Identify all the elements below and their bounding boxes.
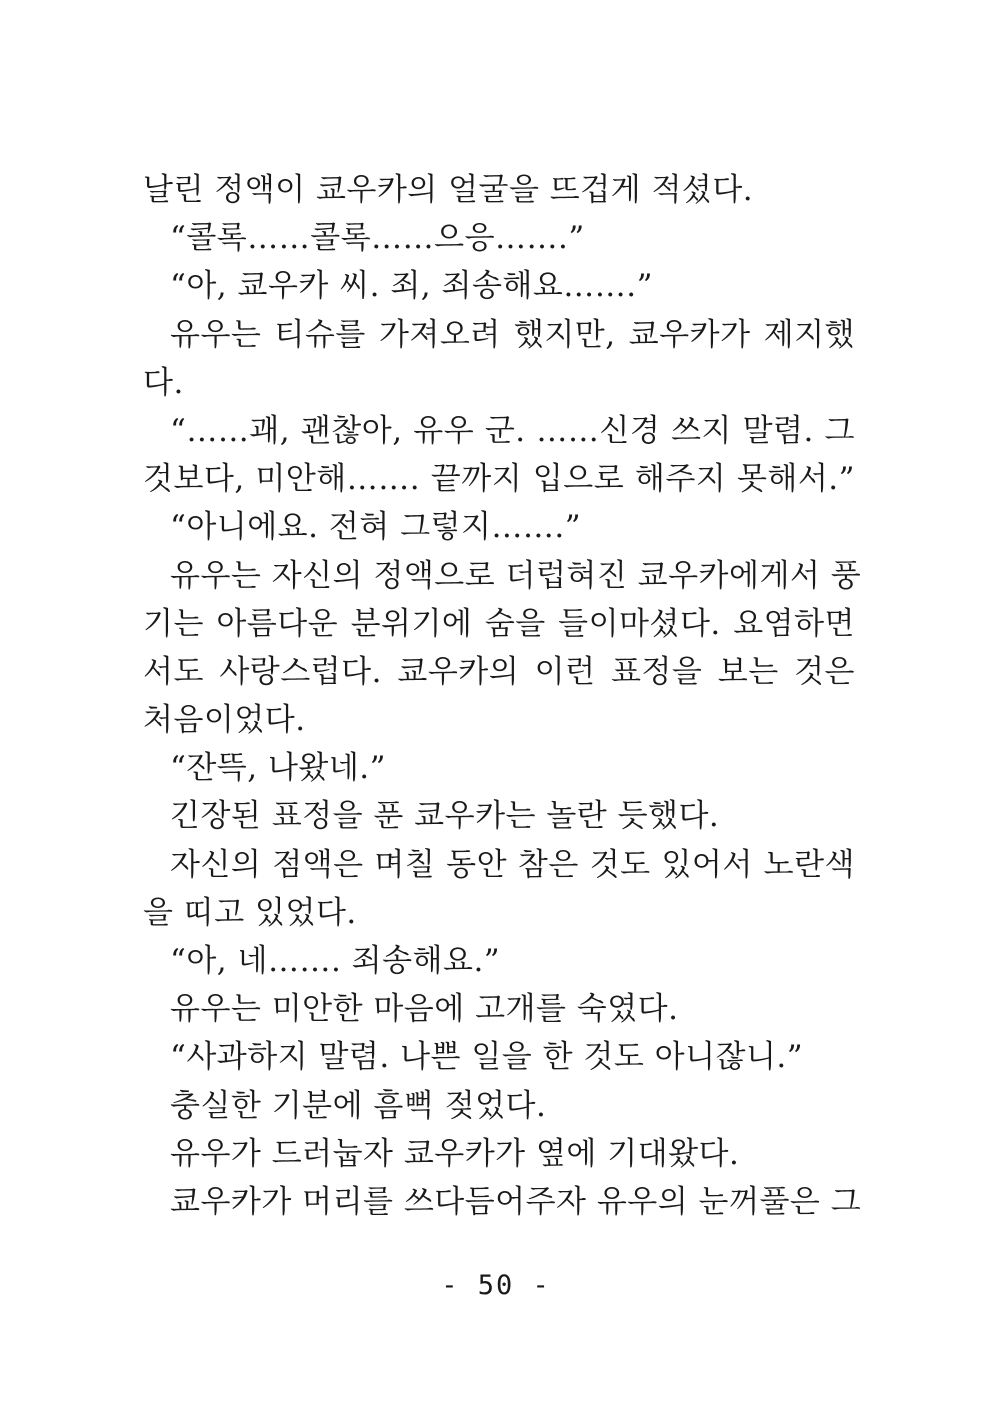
text-line: 유우는 티슈를 가져오려 했지만, 쿄우카가 제지했 — [170, 316, 855, 353]
text-line: “콜록……콜록……으응…….” — [170, 220, 585, 257]
text-line: 날린 정액이 쿄우카의 얼굴을 뜨겁게 적셨다. — [143, 172, 754, 208]
text-line: 자신의 점액은 며칠 동안 참은 것도 있어서 노란색 — [170, 846, 855, 883]
text-line: 유우는 미안한 마음에 고개를 숙였다. — [170, 991, 679, 1028]
text-line: “사과하지 말렴. 나쁜 일을 한 것도 아니잖니.” — [170, 1039, 804, 1076]
text-line: 유우가 드러눕자 쿄우카가 옆에 기대왔다. — [170, 1135, 740, 1172]
text-line: 긴장된 표정을 푼 쿄우카는 놀란 듯했다. — [170, 798, 720, 835]
text-line: “잔뜩, 나왔네.” — [170, 750, 386, 787]
text-line: “아, 쿄우카 씨. 죄, 죄송해요…….” — [170, 268, 653, 305]
text-line: “아니에요. 전혀 그렇지…….” — [170, 509, 582, 546]
text-line: 처음이었다. — [143, 702, 306, 739]
body-text — [143, 166, 862, 1226]
page-number: - 50 - — [441, 1270, 551, 1301]
text-line: 서도 사랑스럽다. 쿄우카의 이런 표정을 보는 것은 — [143, 653, 855, 690]
text-line: 충실한 기분에 흠뻑 젖었다. — [170, 1087, 547, 1124]
text-line: 것보다, 미안해……. 끝까지 입으로 해주지 못해서.” — [143, 461, 855, 498]
text-line: 기는 아름다운 분위기에 숨을 들이마셨다. 요염하면 — [143, 605, 855, 642]
text-line: “……괘, 괜찮아, 유우 군. ……신경 쓰지 말렴. 그 — [170, 412, 855, 449]
text-line: 을 띠고 있었다. — [143, 894, 357, 931]
text-line: 다. — [143, 364, 184, 401]
text-line: 유우는 자신의 정액으로 더럽혀진 쿄우카에게서 풍 — [170, 557, 862, 594]
text-line: 쿄우카가 머리를 쓰다듬어주자 유우의 눈꺼풀은 그 — [170, 1183, 862, 1220]
text-line: “아, 네……. 죄송해요.” — [170, 943, 501, 979]
